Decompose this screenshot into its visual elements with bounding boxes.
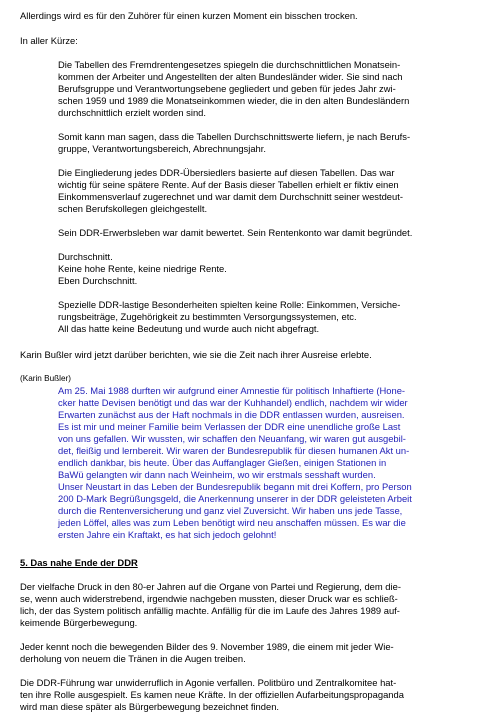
body-line: wird man diese später als Bürgerbewegung bezeichnet finden. (20, 701, 280, 712)
indented-line: Einkommensverlauf zugerechnet und war damit dem Durchschnitt seiner westdeut- (58, 191, 403, 202)
quote-line: 200 D-Mark Begrüßungsgeld, die Anerkennung unserer in der DDR geleisteten Arbeit (58, 493, 412, 504)
quote-block (58, 385, 412, 541)
closing-paragraph-3 (20, 677, 404, 713)
indented-line: rungsbeiträge, Zugehörigkeit zu bestimmten Versorgungssystemen, etc. (58, 311, 357, 322)
body-line: se, wenn auch widerstrebend, irgendwie nachgeben mussten, dieser Druck war es schließ- (20, 593, 398, 604)
indented-line: Eben Durchschnitt. (58, 275, 138, 286)
quote-line: Unser Neustart in das Leben der Bundesrepublik begann mit drei Koffern, pro Person (58, 481, 412, 492)
indented-line: kommen der Arbeiter und Angestellten der alten Bundesländer wider. Sie sind nach (58, 71, 403, 82)
quote-line: det, fleißig und lernbereit. Wir waren der Bundesrepublik für diesen humanen Akt un- (58, 445, 410, 456)
indented-line: Spezielle DDR-lastige Besonderheiten spielten keine Rolle: Einkommen, Versiche- (58, 299, 401, 310)
indented-line: durchschnittlich erzielt worden sind. (58, 107, 206, 118)
indented-line: Berufsgruppe und Verantwortungsebene gegliedert und geben für jedes Jahr zwi- (58, 83, 396, 94)
body-line: keimende Bürgerbewegung. (20, 617, 138, 628)
quote-line: durch die Rentenversicherung und ganz viel Zuversicht. Wir haben uns jede Tasse, (58, 505, 403, 516)
quote-line: endlich dankbar, bis heute. Über das Auffanglager Gießen, einigen Stationen in (58, 457, 387, 468)
closing-paragraph-2 (20, 641, 394, 665)
indented-paragraph-5 (58, 251, 227, 287)
indented-paragraph-3 (58, 167, 403, 215)
closing-paragraph-1 (20, 581, 401, 629)
indented-paragraph-4 (58, 227, 412, 239)
indented-line: Sein DDR-Erwerbsleben war damit bewertet. Sein Rentenkonto war damit begründet. (58, 227, 413, 238)
section-heading: 5. Das nahe Ende der DDR (20, 557, 138, 568)
quote-line: Am 25. Mai 1988 durften wir aufgrund einer Amnestie für politisch Inhaftierte (Hone- (58, 385, 406, 396)
quote-line: von uns gefallen. Wir wussten, wir schaffen den Neuanfang, wir waren gut ausgebil- (58, 433, 406, 444)
body-line: Der vielfache Druck in den 80-er Jahren auf die Organe von Partei und Regierung, dem die- (20, 581, 401, 592)
quote-speaker: (Karin Bußler) (20, 374, 71, 383)
quote-line: ersten Jahre ein Kraftakt, es hat sich jedoch gelohnt! (58, 529, 277, 540)
body-line: Die DDR-Führung war unwiderruflich in Agonie verfallen. Politbüro und Zentralkomitee hat- (20, 677, 397, 688)
quote-line: Erwarten zunächst aus der Haft nochmals in die DDR entlassen wurden, ausreisen. (58, 409, 405, 420)
indented-line: Keine hohe Rente, keine niedrige Rente. (58, 263, 227, 274)
indented-line: schen Berufskollegen gleichgestellt. (58, 203, 208, 214)
quote-line: cker hatte Devisen benötigt und das war der Kuhhandel) endlich, nachdem wir wider (58, 397, 408, 408)
transition-line: Karin Bußler wird jetzt darüber berichten, wie sie die Zeit nach ihrer Ausreise erlebte. (20, 349, 372, 360)
body-line: derholung von neuem die Tränen in die Augen treiben. (20, 653, 246, 664)
indented-line: Die Eingliederung jedes DDR-Übersiedlers basierte auf diesen Tabellen. Das war (58, 167, 395, 178)
indented-line: gruppe, Verantwortungsbereich, Abrechnungsjahr. (58, 143, 266, 154)
summary-label: In aller Kürze: (20, 35, 78, 46)
body-line: Jeder kennt noch die bewegenden Bilder des 9. November 1989, die einem mit jeder Wie- (20, 641, 394, 652)
indented-line: wichtig für seine spätere Rente. Auf der Basis dieser Tabellen erhielt er fiktiv einen (58, 179, 399, 190)
quote-line: Es ist mir und meiner Familie beim Verlassen der DDR eine unendliche große Last (58, 421, 401, 432)
indented-line: Somit kann man sagen, dass die Tabellen Durchschnittswerte liefern, je nach Berufs- (58, 131, 411, 142)
quote-line: BaWü gelangten wir dann nach Weinheim, wo wir erstmals sesshaft wurden. (58, 469, 376, 480)
indented-paragraph-1 (58, 59, 409, 119)
indented-paragraph-2 (58, 131, 410, 155)
indented-paragraph-6 (58, 299, 400, 335)
body-line: lich, der das System politisch anfällig machte. Anfällig für die im Laufe des Jahres 1989 auf- (20, 605, 400, 616)
quote-line: jeden Löffel, alles was zum Leben benötigt wird neu anschaffen müssen. Es war die (58, 517, 406, 528)
indented-line: Die Tabellen des Fremdrentengesetzes spiegeln die durchschnittlichen Monatsein- (58, 59, 401, 70)
intro-line: Allerdings wird es für den Zuhörer für einen kurzen Moment ein bisschen trocken. (20, 10, 358, 21)
indented-line: Durchschnitt. (58, 251, 113, 262)
indented-line: All das hatte keine Bedeutung und wurde auch nicht abgefragt. (58, 323, 320, 334)
body-line: ten ihre Rolle ausgespielt. Es kamen neue Kräfte. In der offiziellen Aufarbeitungspropaganda (20, 689, 404, 700)
indented-line: schen 1959 und 1989 die Monatseinkommen wieder, die in den alten Bundesländern (58, 95, 410, 106)
